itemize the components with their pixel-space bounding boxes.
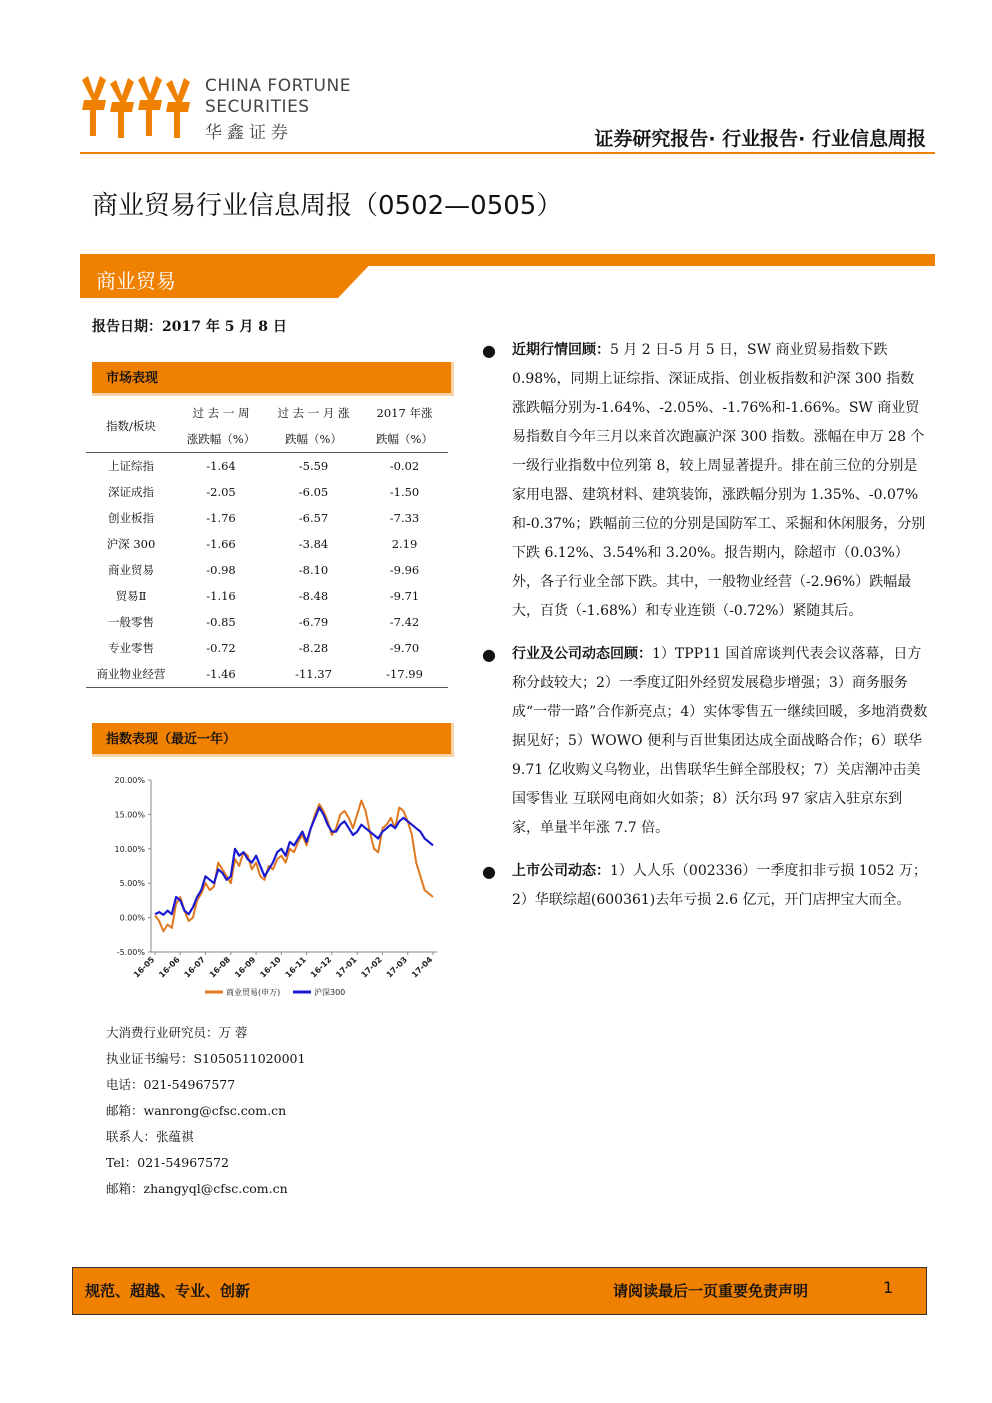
table-row — [86, 661, 448, 688]
cell-ytd: 2.19 — [391, 537, 418, 551]
cell-month: -8.48 — [298, 589, 329, 603]
summary-column — [482, 336, 928, 929]
x-tick-label: 16-06 — [157, 955, 182, 980]
logo-line1: CHINA FORTUNE — [205, 76, 351, 96]
cell-month: -3.84 — [298, 537, 329, 551]
contact-line: 联系人：张蕴祺 — [106, 1129, 194, 1144]
cell-name: 专业零售 — [108, 641, 154, 655]
contact-line: Tel：021-54967572 — [106, 1155, 229, 1170]
cell-ytd: -17.99 — [361, 661, 448, 688]
cell-name: 深证成指 — [108, 485, 154, 499]
bullet-text: 5 月 2 日-5 月 5 日，SW 商业贸易指数下跌 0.98%，同期上证综指、深证成指、创业板指数和沪深 300 指数涨跌幅分别为-1.64%、-2.05%、-1.76%和-1.66%。SW 商业贸易指数自今年三月以来首次跑赢沪深 300 指数。涨幅在申万 28 个一级行业指数中位列第 8，较上周显著提升。排在前三位的分别是家用电器、建筑材料、建筑装饰，涨跌幅分别为 1.35%、-0.07%和-0.37%；跌幅前三位的分别是国防军工、采掘和休闲服务，分别下跌 6.12%、3.54%和 3.20%。报告期内，除超市（0.03%）外，各子行业全部下跌。其中，一般物业经营（-2.96%）跌幅最大，百货（-1.68%）和专业连锁（-0.72%）紧随其后。 — [512, 342, 926, 619]
cell-week: -1.76 — [206, 511, 236, 525]
table-row — [86, 583, 448, 609]
y-tick-label: 5.00% — [119, 879, 145, 889]
cell-month: -11.37 — [266, 661, 361, 688]
company-logo — [78, 70, 196, 142]
y-tick-label: 10.00% — [114, 844, 145, 854]
logo-line2: SECURITIES — [205, 97, 310, 117]
analyst-contacts — [106, 1020, 305, 1202]
contact-line: 大消费行业研究员：万 蓉 — [106, 1025, 248, 1040]
cell-name: 商业物业经营 — [86, 661, 176, 688]
cell-name: 创业板指 — [108, 511, 154, 525]
x-tick-label: 16-11 — [283, 955, 309, 980]
cell-month: -5.59 — [298, 459, 329, 473]
table-row — [86, 505, 448, 531]
cell-ytd: -1.50 — [389, 485, 420, 499]
cell-ytd: -9.71 — [389, 589, 420, 603]
cell-week: -1.66 — [206, 537, 236, 551]
sector-label: 商业贸易 — [96, 269, 176, 293]
logo-english-name — [205, 76, 351, 118]
cell-ytd: -7.33 — [389, 511, 420, 525]
x-tick-label: 16-10 — [258, 955, 283, 980]
cell-name: 上证综指 — [108, 459, 154, 473]
page-title: 商业贸易行业信息周报（0502—0505） — [92, 191, 563, 221]
report-date: 报告日期：2017 年 5 月 8 日 — [92, 319, 287, 335]
footer-disclaimer: 请阅读最后一页重要免责声明 — [613, 1282, 809, 1300]
contact-line: 电话：021-54967577 — [106, 1077, 236, 1092]
col-header-month: 过 去 一 月 涨 — [277, 406, 350, 420]
col-header-ytd-2: 跌幅（%） — [376, 432, 433, 446]
col-header-month-2: 跌幅（%） — [285, 432, 342, 446]
cell-name: 一般零售 — [108, 615, 154, 629]
table-header-row — [86, 400, 448, 426]
cell-name: 沪深 300 — [106, 537, 156, 551]
market-heading: 市场表现 — [92, 362, 454, 396]
contact-line: 执业证书编号：S1050511020001 — [106, 1051, 306, 1066]
bullet-text: 1）TPP11 国首席谈判代表会议落幕，日方称分歧较大；2）一季度辽阳外经贸发展稳步增强；3）商务服务成“一带一路”合作新亮点；4）实体零售五一继续回暖，多地消费数据见好；5）WOWO 便利与百世集团达成全面战略合作；6）联华 9.71 亿收购义乌物业，出售联华生鲜全部股权；7）关店潮冲击美国零售业 互联网电商如火如荼；8）沃尔玛 97 家店入驻京东到家，单量半年涨 7.7 倍。 — [512, 646, 928, 836]
legend-label: 商业贸易(申万) — [226, 988, 281, 997]
series-line-1 — [155, 801, 433, 932]
bullet-text: 1）人人乐（002336）一季度扣非亏损 1052 万；2）华联综超(600361)去年亏损 2.6 亿元，开门店押宝大而全。 — [512, 863, 927, 908]
index-perf-heading: 指数表现（最近一年） — [92, 723, 454, 757]
cell-week: -1.16 — [206, 589, 236, 603]
cell-week: -2.05 — [206, 485, 236, 499]
market-table — [86, 400, 448, 688]
table-row — [86, 635, 448, 661]
table-row — [86, 479, 448, 505]
col-header-index: 指数/板块 — [106, 419, 156, 433]
table-row — [86, 609, 448, 635]
y-tick-label: 15.00% — [114, 810, 145, 820]
x-tick-label: 17-04 — [409, 955, 435, 980]
x-tick-label: 16-12 — [308, 955, 334, 980]
chart-container — [95, 768, 455, 1018]
cell-ytd: -0.02 — [389, 459, 420, 473]
bullet-label: 行业及公司动态回顾： — [512, 646, 652, 662]
col-header-week: 过 去 一 周 — [192, 406, 250, 420]
bullet-market-review — [482, 336, 928, 626]
bullet-label: 近期行情回顾： — [512, 342, 610, 358]
cell-week: -1.64 — [206, 459, 236, 473]
x-tick-label: 16-05 — [131, 955, 157, 980]
cell-month: -6.57 — [298, 511, 329, 525]
cell-month: -8.10 — [298, 563, 329, 577]
cell-month: -6.79 — [298, 615, 329, 629]
col-header-ytd: 2017 年涨 — [376, 406, 433, 420]
logo-chinese-name: 华鑫证券 — [205, 123, 293, 143]
x-tick-label: 16-09 — [233, 955, 258, 980]
cell-ytd: -9.96 — [389, 563, 420, 577]
series-line-2 — [155, 808, 433, 915]
contact-line: 邮箱：wanrong@cfsc.com.cn — [106, 1103, 287, 1118]
page-footer — [72, 1267, 927, 1315]
cell-month: -6.05 — [298, 485, 329, 499]
page-number: 1 — [883, 1278, 894, 1297]
bullet-label: 上市公司动态： — [512, 863, 610, 879]
line-chart — [95, 768, 455, 1018]
y-tick-label: 0.00% — [119, 913, 145, 923]
bullet-industry-news — [482, 640, 928, 843]
cell-name: 商业贸易 — [108, 563, 154, 577]
table-row — [86, 557, 448, 583]
table-row — [86, 531, 448, 557]
header-divider — [80, 152, 935, 154]
cell-ytd: -7.42 — [389, 615, 420, 629]
cell-month: -8.28 — [298, 641, 329, 655]
y-tick-label: -5.00% — [116, 948, 145, 957]
legend-label: 沪深300 — [314, 988, 346, 997]
bullet-dot-icon: ● — [482, 862, 496, 881]
x-tick-label: 17-02 — [359, 955, 384, 980]
x-tick-label: 17-01 — [334, 955, 359, 980]
footer-slogan: 规范、超越、专业、创新 — [85, 1282, 251, 1300]
cell-week: -0.85 — [206, 615, 236, 629]
cell-week: -1.46 — [176, 661, 266, 688]
table-row — [86, 453, 448, 480]
cell-name: 贸易Ⅱ — [115, 589, 147, 603]
x-tick-label: 17-03 — [384, 955, 410, 980]
bullet-dot-icon: ● — [482, 341, 496, 360]
col-header-week-2: 涨跌幅（%） — [186, 432, 256, 446]
x-tick-label: 16-07 — [182, 955, 207, 980]
report-type: 证券研究报告· 行业报告· 行业信息周报 — [594, 128, 926, 150]
bullet-company-news — [482, 857, 928, 915]
bullet-dot-icon: ● — [482, 645, 496, 664]
contact-line: 邮箱：zhangyql@cfsc.com.cn — [106, 1181, 288, 1196]
x-tick-label: 16-08 — [207, 955, 233, 980]
cell-week: -0.72 — [206, 641, 236, 655]
cell-week: -0.98 — [206, 563, 236, 577]
y-tick-label: 20.00% — [114, 776, 145, 785]
cell-ytd: -9.70 — [389, 641, 420, 655]
